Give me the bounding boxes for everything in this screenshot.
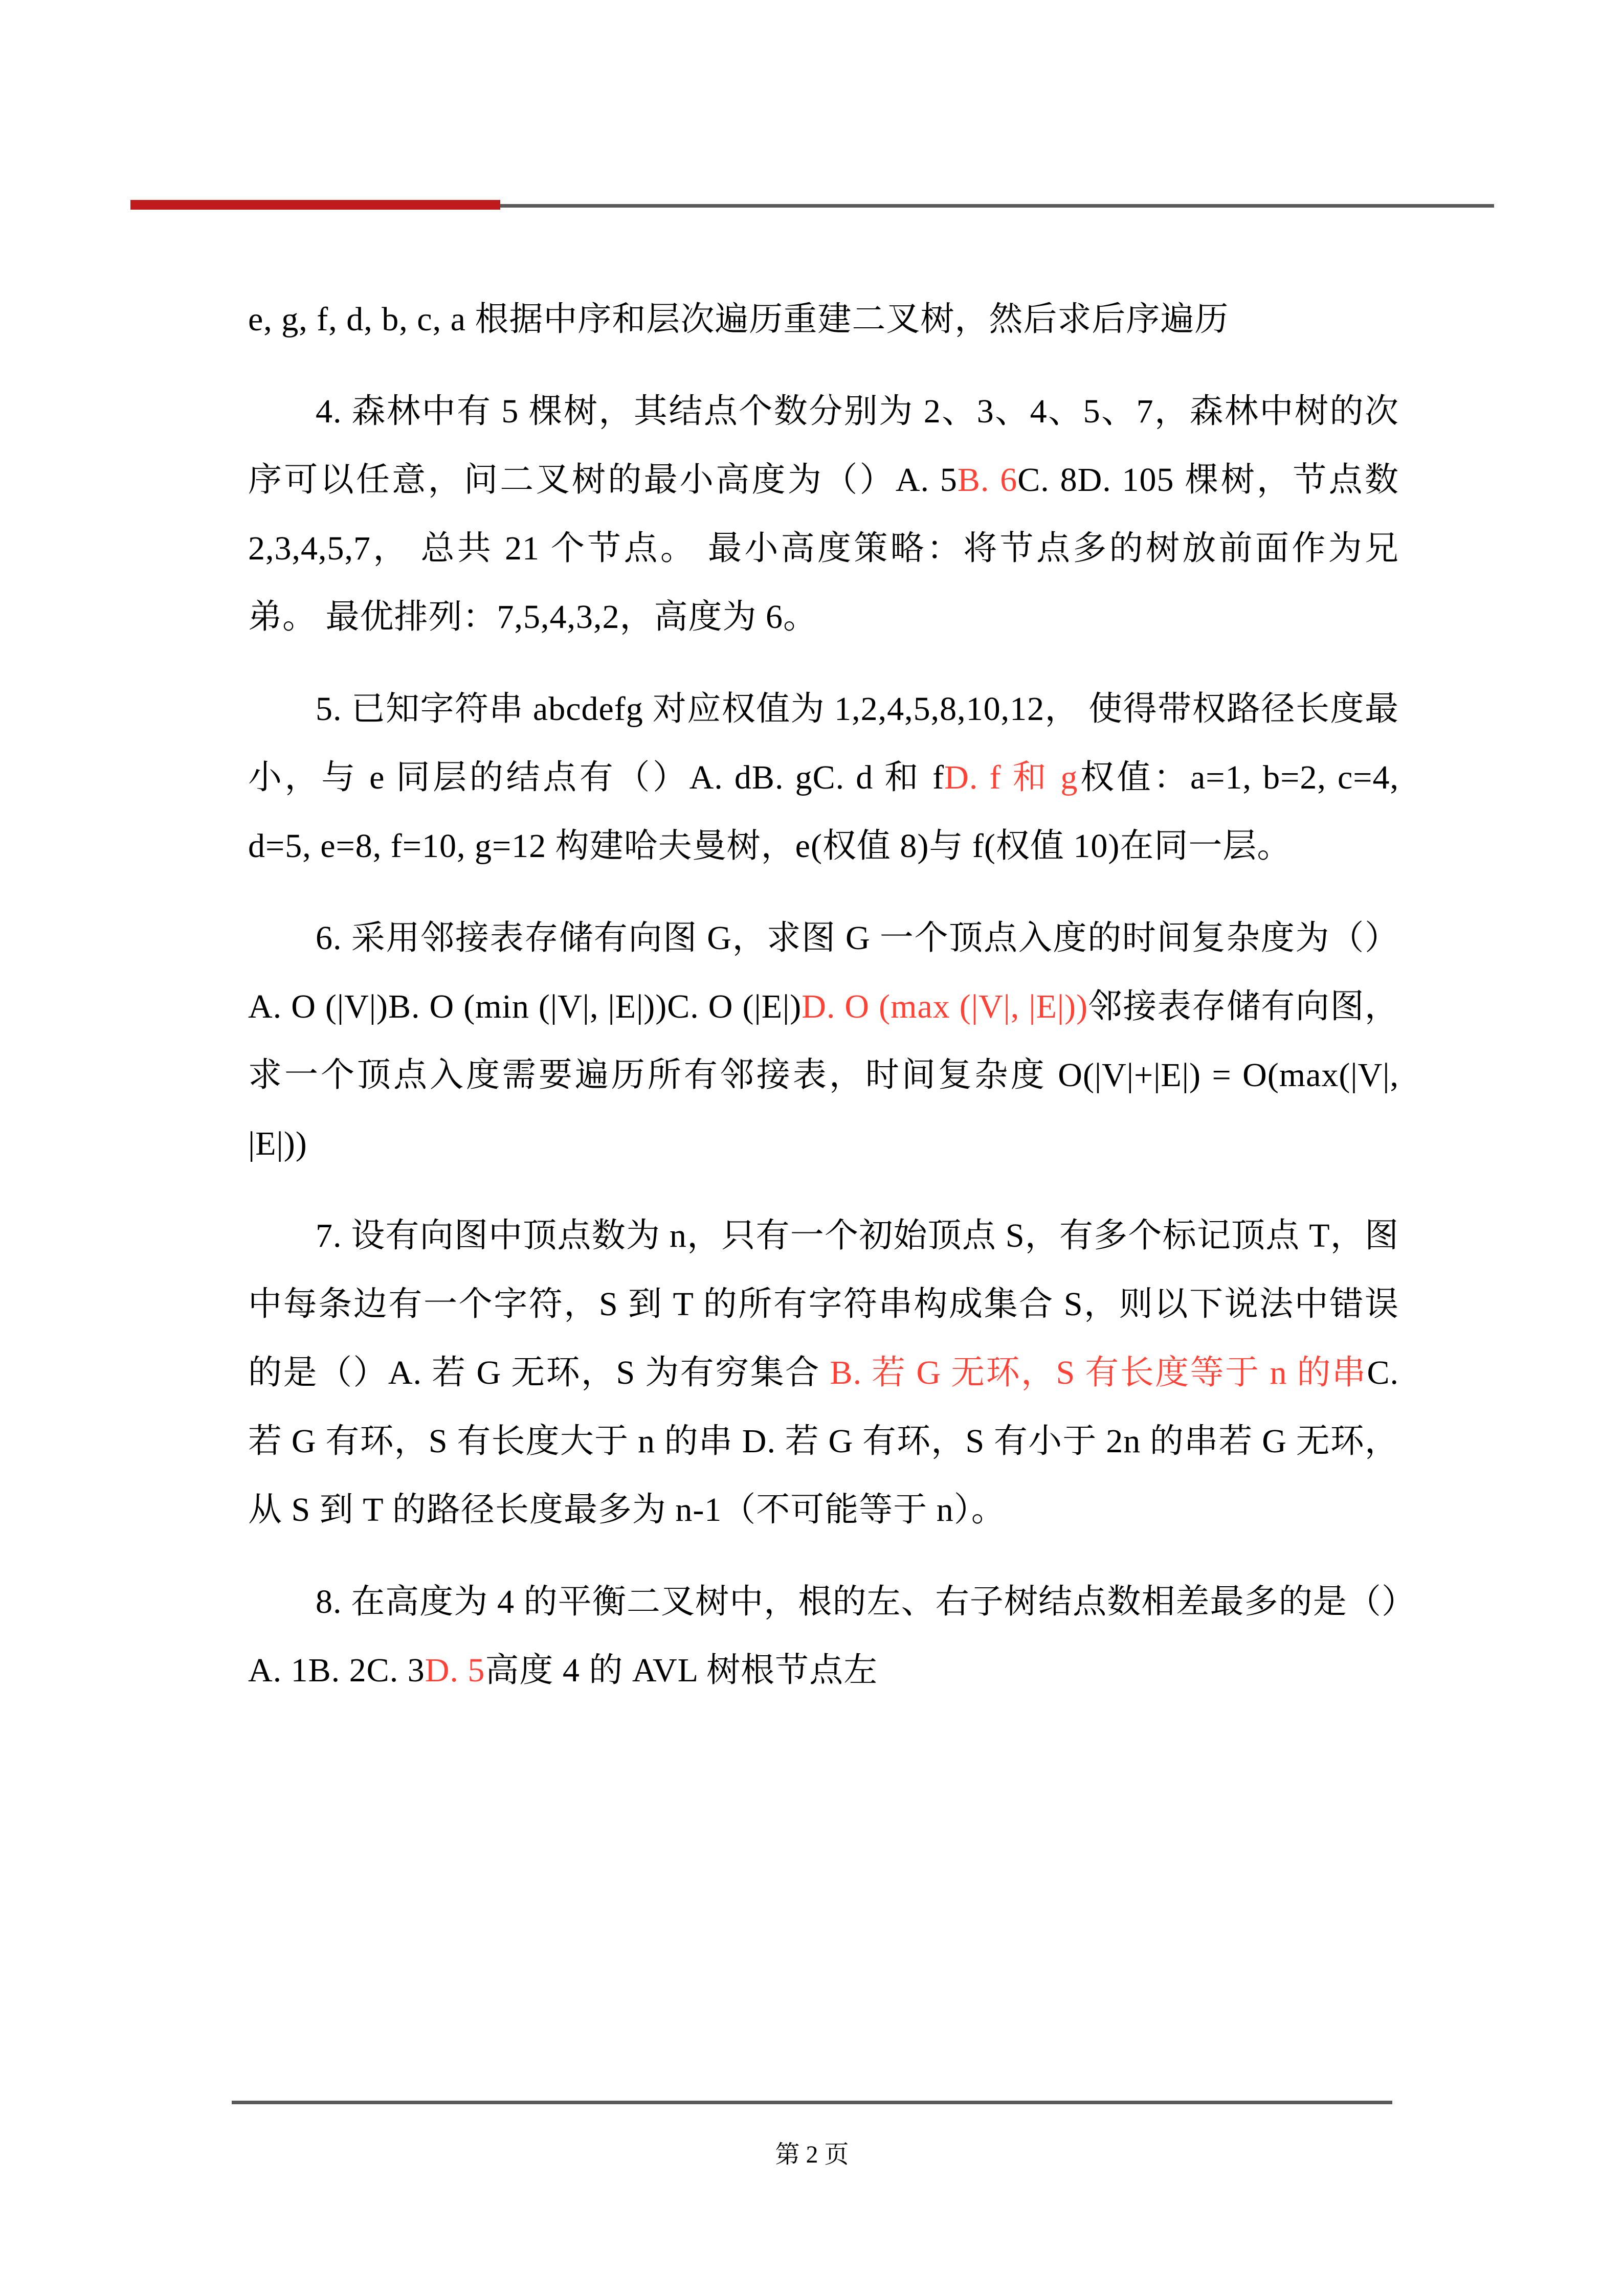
answer-highlight: D. O (max (|V|, |E|)) xyxy=(802,988,1088,1025)
question-text: 6. 采用邻接表存储有向图 G，求图 G 一个顶点入度的时间复杂度为（）A. O (|V|)B. O (min (|V|, |E|))C. O (|E|) xyxy=(248,919,1399,1025)
question-text: 权值：a=1, b=2, c=4, d=5, e=8, f=10, g=12 构建哈夫曼树，e(权值 8)与 f(权值 10)在同一层。 xyxy=(248,759,1399,865)
footer-divider-line xyxy=(232,2101,1392,2104)
answer-highlight: D. 5 xyxy=(425,1652,485,1689)
question-8 xyxy=(248,1568,1399,1705)
page-number: 第 2 页 xyxy=(775,2141,849,2168)
paragraph-text: e, g, f, d, b, c, a 根据中序和层次遍历重建二叉树，然后求后序遍历 xyxy=(248,301,1229,338)
question-text: C. 若 G 有环，S 有长度大于 n 的串 D. 若 G 有环，S 有小于 2n 的串若 G 无环，从 S 到 T 的路径长度最多为 n-1（不可能等于 n）。 xyxy=(248,1354,1399,1528)
question-text: C. 8D. 105 棵树，节点数 2,3,4,5,7， 总共 21 个节点。 最小高度策略：将节点多的树放前面作为兄弟。 最优排列：7,5,4,3,2，高度为 6。 xyxy=(248,461,1399,636)
question-4 xyxy=(248,377,1399,651)
question-text: 8. 在高度为 4 的平衡二叉树中，根的左、右子树结点数相差最多的是（）A. 1B. 2C. 3 xyxy=(248,1583,1399,1689)
header-divider-line xyxy=(500,204,1494,208)
question-text: 邻接表存储有向图，求一个顶点入度需要遍历所有邻接表，时间复杂度 O(|V|+|E|) = O(max(|V|, |E|)) xyxy=(248,988,1399,1162)
question-text: 5. 已知字符串 abcdefg 对应权值为 1,2,4,5,8,10,12， 使得带权路径长度最小，与 e 同层的结点有（）A. dB. gC. d 和 f xyxy=(248,690,1399,796)
paragraph-continuation xyxy=(248,285,1399,354)
answer-highlight: D. f 和 g xyxy=(944,759,1078,796)
question-5 xyxy=(248,675,1399,881)
document-body xyxy=(248,285,1399,1728)
question-7 xyxy=(248,1202,1399,1544)
question-6 xyxy=(248,904,1399,1178)
header-accent-bar xyxy=(130,200,500,210)
answer-highlight: B. 若 G 无环，S 有长度等于 n 的串 xyxy=(830,1354,1367,1391)
question-text: 高度 4 的 AVL 树根节点左 xyxy=(485,1652,878,1689)
question-text: 7. 设有向图中顶点数为 n，只有一个初始顶点 S，有多个标记顶点 T，图中每条边有一个字符，S 到 T 的所有字符串构成集合 S，则以下说法中错误的是（）A. 若 G 无环，S 为有穷集合 xyxy=(248,1217,1399,1391)
answer-highlight: B. 6 xyxy=(957,461,1018,499)
question-text: 4. 森林中有 5 棵树，其结点个数分别为 2、3、4、5、7，森林中树的次序可以任意，问二叉树的最小高度为（）A. 5 xyxy=(248,393,1399,499)
